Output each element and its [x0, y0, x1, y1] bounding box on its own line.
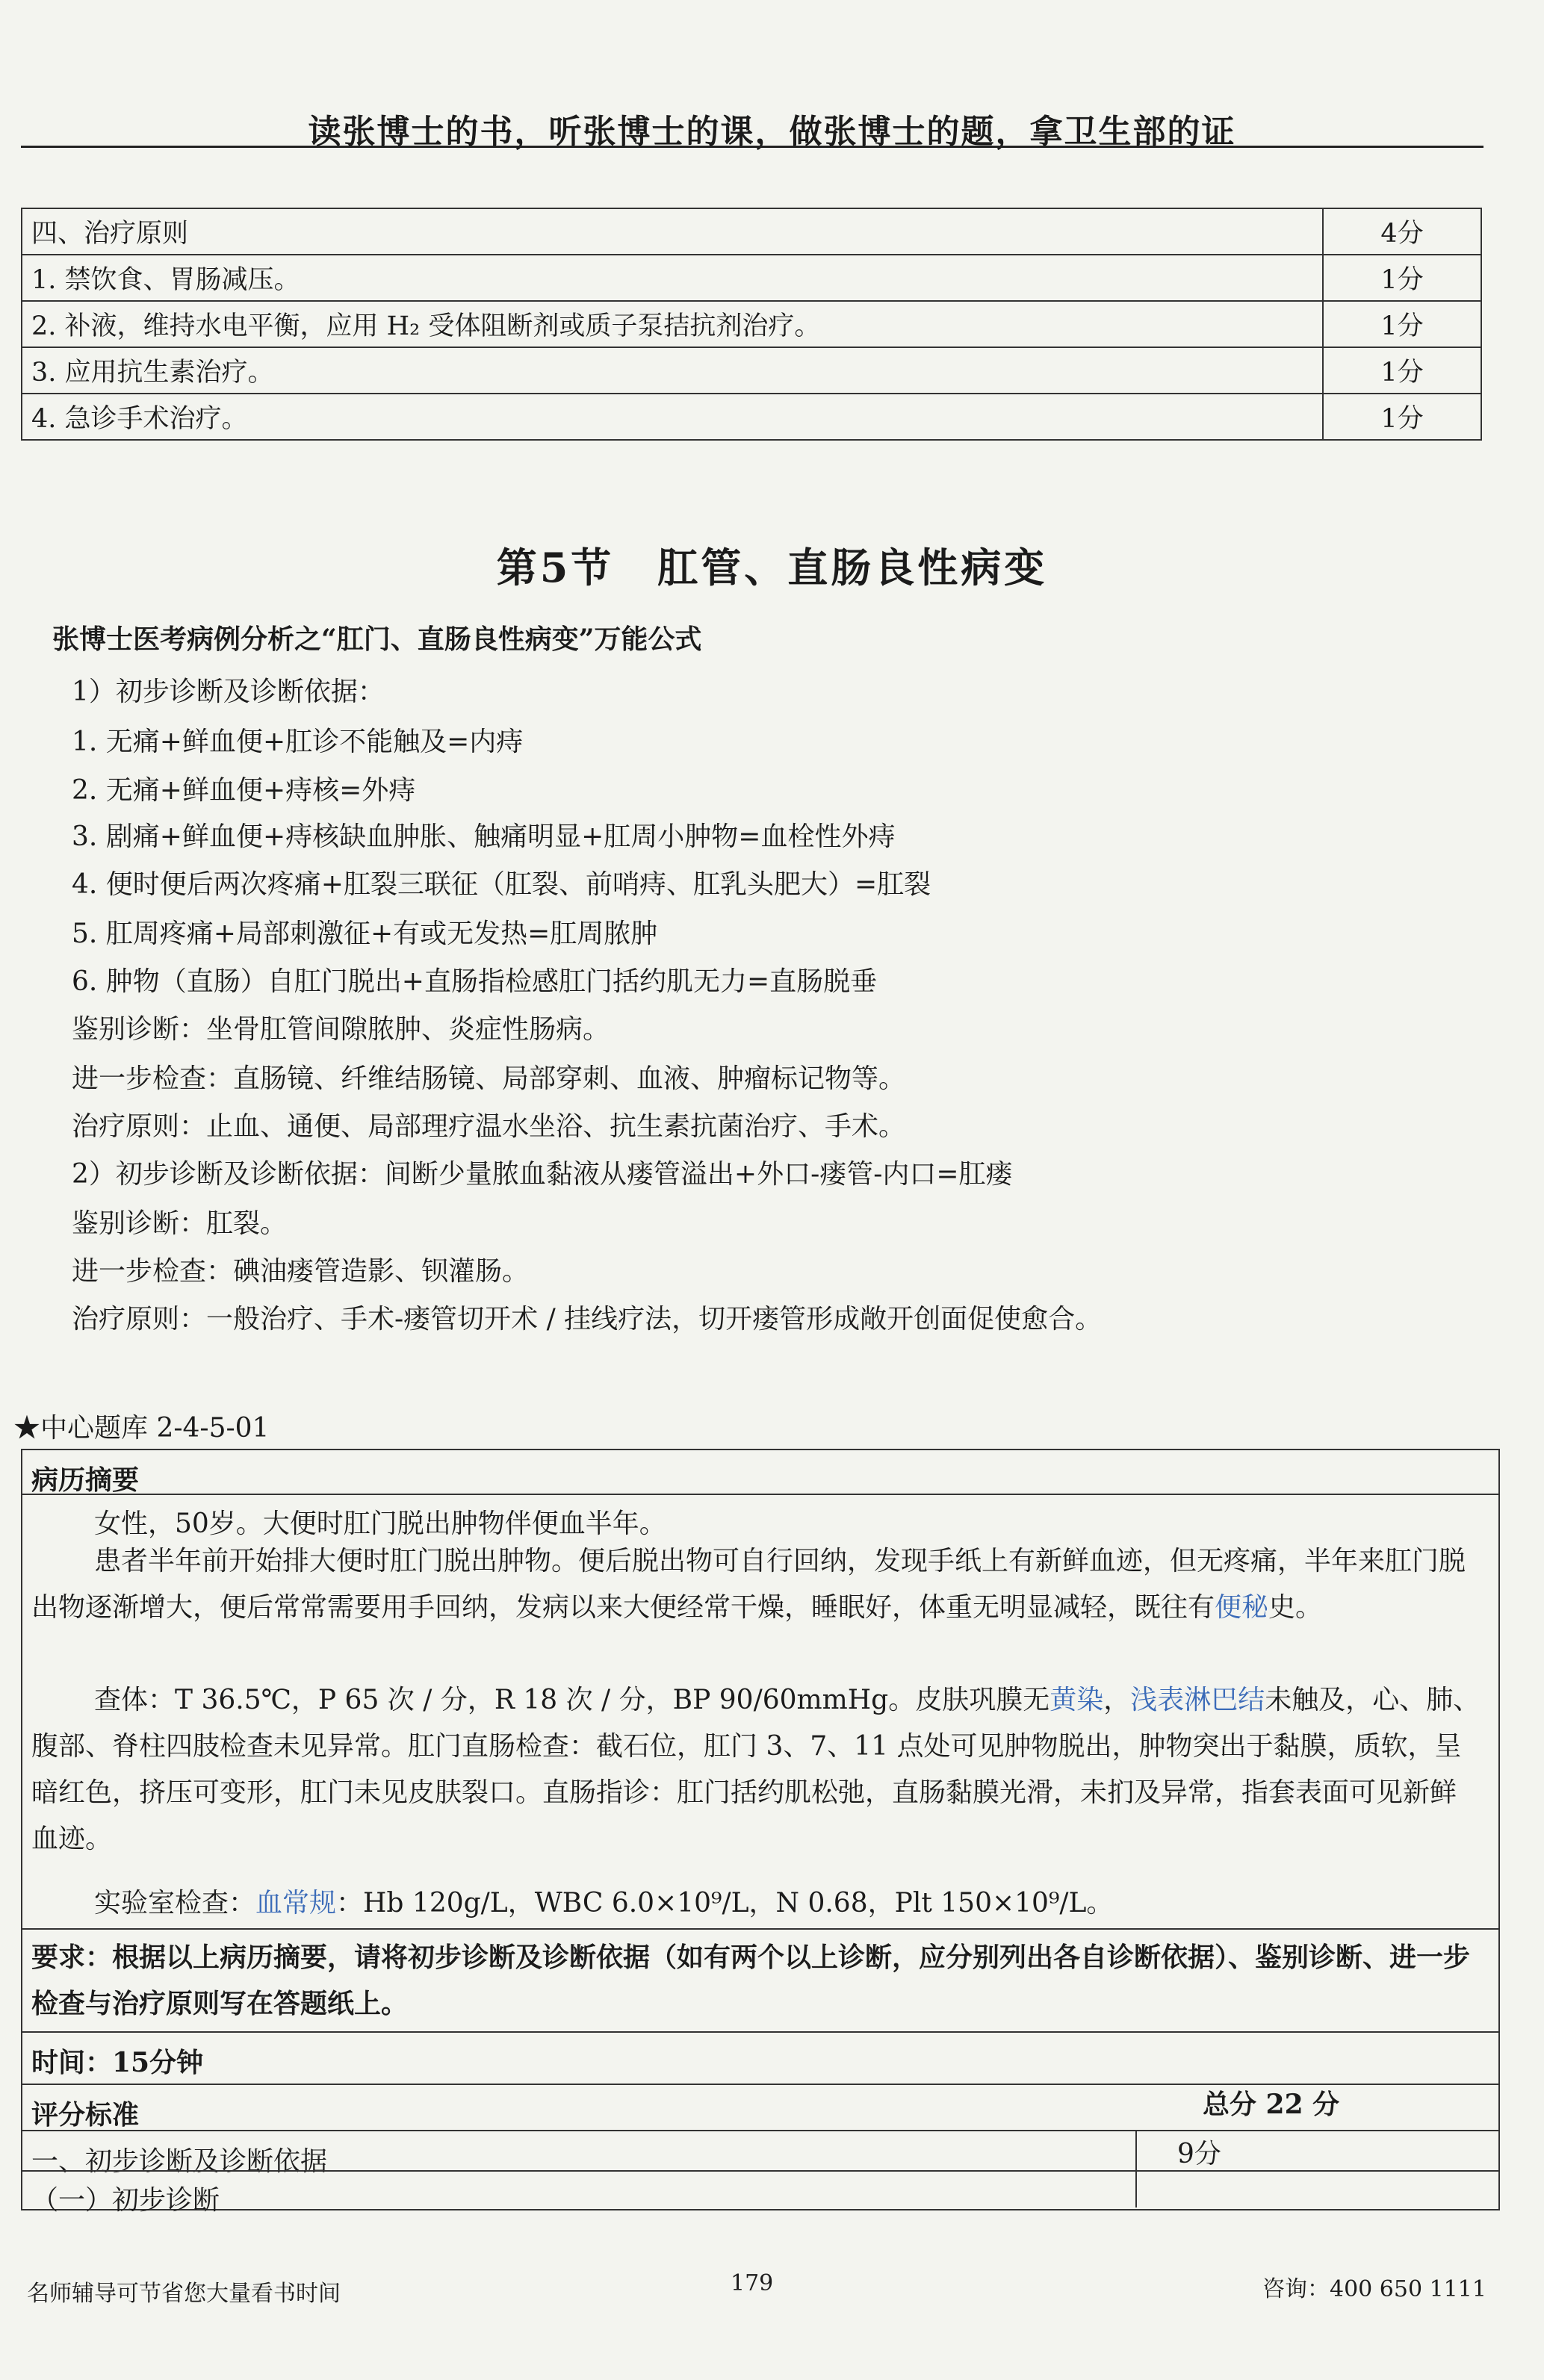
scoring-label: 评分标准 [31, 2099, 140, 2131]
part2-differential: 鉴别诊断：肛裂。 [72, 1208, 288, 1239]
lab-prefix: 实验室检查： [94, 1888, 256, 1918]
diagnosis-item: 1. 无痛+鲜血便+肛诊不能触及=内痔 [72, 727, 524, 757]
treatment-table [21, 208, 1482, 441]
lab-text: ：Hb 120g/L，WBC 6.0×10⁹/L，N 0.68，Plt 150×10⁹/L。 [336, 1888, 1114, 1918]
page-number: 179 [731, 2270, 774, 2296]
treatment-title: 四、治疗原则 [22, 208, 1323, 255]
table-row [22, 394, 1481, 440]
divider [21, 1928, 1500, 1930]
footer-right: 咨询：400 650 1111 [1262, 2276, 1486, 2302]
table-row [22, 301, 1481, 347]
exam-text-a: 查体：T 36.5℃，P 65 次 / 分，R 18 次 / 分，BP 90/60mmHg。皮肤巩膜无 [94, 1685, 1050, 1715]
diagnosis-item: 6. 肿物（直肠）自肛门脱出+直肠指检感肛门括约肌无力=直肠脱垂 [72, 966, 878, 997]
part2-further-exam: 进一步检查：碘油瘘管造影、钡灌肠。 [72, 1256, 530, 1287]
footer-left: 名师辅导可节省您大量看书时间 [27, 2281, 341, 2307]
exam-link-jaundice: 黄染 [1050, 1685, 1104, 1715]
lab-link: 血常规 [255, 1888, 337, 1918]
section-title: 第5节 肛管、直肠良性病变 [496, 544, 1048, 591]
formula-title: 张博士医考病例分析之“肛门、直肠良性病变”万能公式 [52, 624, 702, 655]
part2-treatment: 治疗原则：一般治疗、手术-瘘管切开术 / 挂线疗法，切开瘘管形成敞开创面促使愈合。 [72, 1304, 1103, 1335]
case-physical-exam [31, 1677, 1481, 1862]
exam-text-b: 未触及，心、肺、腹部、脊柱四肢检查未见异常。肛门直肠检查：截石位，肛门 3、7、11 点处可见肿物脱出，肿物突出于黏膜，质软，呈暗红色，挤压可变形，肛门未见皮肤裂口。直肠指诊：肛门括约肌松弛，直肠黏膜光滑，未扪及异常，指套表面可见新鲜血迹。 [31, 1685, 1481, 1854]
page-header-title: 读张博士的书，听张博士的课，做张博士的题，拿卫生部的证 [308, 113, 1236, 151]
diagnosis-item: 3. 剧痛+鲜血便+痔核缺血肿胀、触痛明显+肛周小肿物=血栓性外痔 [72, 821, 896, 852]
header-rule [21, 146, 1483, 148]
treatment-item: 2. 补液，维持水电平衡，应用 H₂ 受体阻断剂或质子泵拮抗剂治疗。 [22, 301, 1323, 347]
case-bank-label: ★中心题库 2-4-5-01 [13, 1413, 270, 1444]
summary-label: 病历摘要 [31, 1464, 140, 1496]
part2-heading: 2）初步诊断及诊断依据：间断少量脓血黏液从瘘管溢出+外口-瘘管-内口=肛瘘 [72, 1159, 1013, 1190]
part1-treatment: 治疗原则：止血、通便、局部理疗温水坐浴、抗生素抗菌治疗、手术。 [72, 1111, 906, 1142]
divider [21, 2031, 1500, 2033]
divider [21, 2130, 1500, 2131]
treatment-item-score: 1分 [1323, 347, 1481, 394]
case-intro: 女性，50岁。大便时肛门脱出肿物伴便血半年。 [94, 1509, 666, 1539]
treatment-item: 4. 急诊手术治疗。 [22, 394, 1323, 440]
case-history [31, 1538, 1481, 1631]
scoring-row-1-score: 9分 [1177, 2139, 1221, 2169]
part1-heading: 1）初步诊断及诊断依据： [72, 677, 385, 707]
treatment-item-score: 1分 [1323, 301, 1481, 347]
table-row [22, 255, 1481, 301]
scoring-row-2: （一）初步诊断 [31, 2185, 220, 2216]
history-end: 史。 [1268, 1592, 1323, 1623]
exam-sep: ， [1103, 1685, 1131, 1715]
treatment-item-score: 1分 [1323, 255, 1481, 301]
diagnosis-item: 2. 无痛+鲜血便+痔核=外痔 [72, 775, 416, 806]
part1-further-exam: 进一步检查：直肠镜、纤维结肠镜、局部穿刺、血液、肿瘤标记物等。 [72, 1063, 906, 1094]
history-text: 患者半年前开始排大便时肛门脱出肿物。便后脱出物可自行回纳，发现手纸上有新鲜血迹，但无疼痛，半年来肛门脱出物逐渐增大，便后常常需要用手回纳，发病以来大便经常干燥，睡眠好，体重无明显减轻，既往有 [31, 1546, 1466, 1623]
treatment-title-score: 4分 [1323, 208, 1481, 255]
case-lab [94, 1882, 1113, 1920]
column-divider [1135, 2130, 1137, 2207]
case-requirement: 要求：根据以上病历摘要，请将初步诊断及诊断依据（如有两个以上诊断，应分别列出各自诊断依据）、鉴别诊断、进一步检查与治疗原则写在答题纸上。 [31, 1942, 1471, 2019]
divider [21, 1494, 1500, 1495]
table-row [22, 347, 1481, 394]
treatment-item-score: 1分 [1323, 394, 1481, 440]
diagnosis-item: 4. 便时便后两次疼痛+肛裂三联征（肛裂、前哨痔、肛乳头肥大）=肛裂 [72, 869, 931, 900]
part1-differential: 鉴别诊断：坐骨肛管间隙脓肿、炎症性肠病。 [72, 1014, 610, 1045]
total-score: 总分 22 分 [1203, 2089, 1340, 2120]
history-link: 便秘 [1215, 1592, 1269, 1623]
scoring-row-1: 一、初步诊断及诊断依据 [31, 2146, 328, 2177]
exam-link-lymph: 浅表淋巴结 [1130, 1685, 1265, 1715]
table-row [22, 208, 1481, 255]
diagnosis-item: 5. 肛周疼痛+局部刺激征+有或无发热=肛周脓肿 [72, 919, 658, 949]
case-time: 时间：15分钟 [31, 2047, 204, 2078]
divider [21, 2170, 1500, 2172]
treatment-item: 3. 应用抗生素治疗。 [22, 347, 1323, 394]
treatment-item: 1. 禁饮食、胃肠减压。 [22, 255, 1323, 301]
